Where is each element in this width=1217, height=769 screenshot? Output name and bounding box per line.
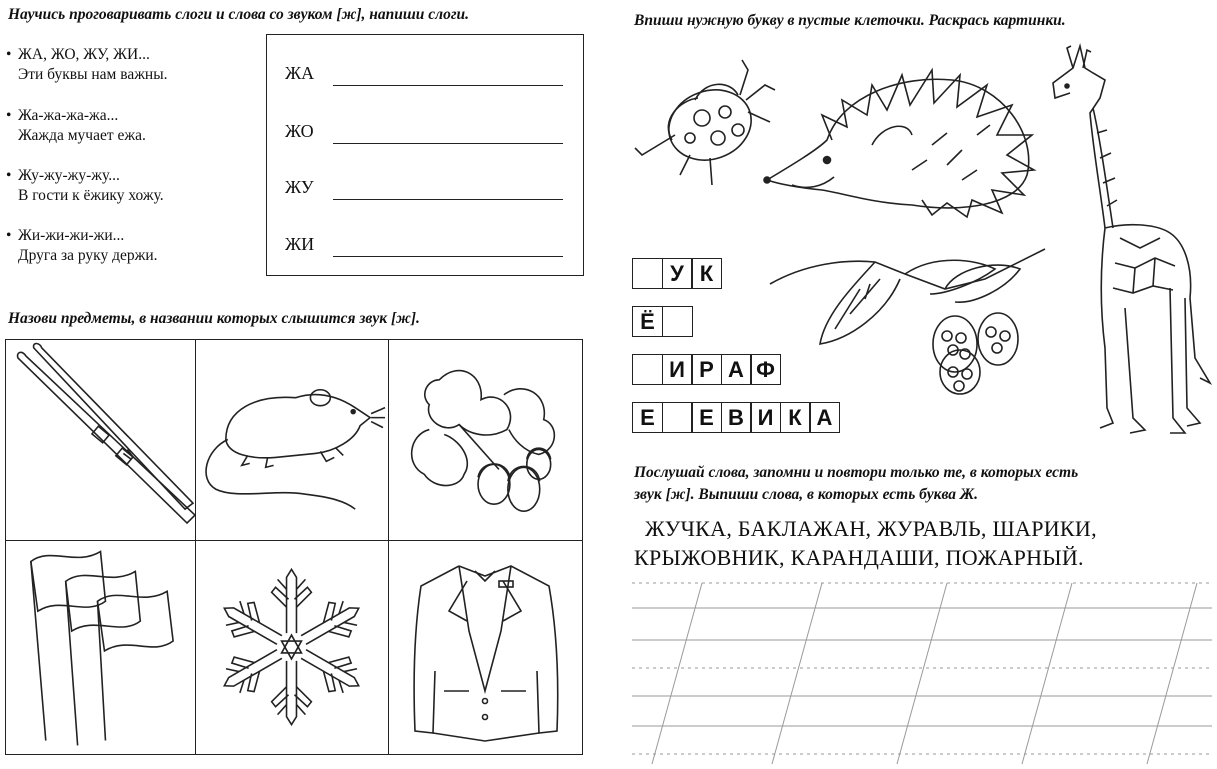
letter-box: И: [750, 402, 781, 433]
bullet: •: [6, 227, 12, 244]
task4-heading-line2: звук [ж]. Выпиши слова, в которых есть буква Ж.: [634, 486, 978, 503]
verse-1: [6, 45, 168, 85]
writing-area[interactable]: [632, 578, 1212, 764]
writing-line[interactable]: [333, 143, 563, 144]
letter-box: Р: [691, 354, 722, 385]
task2-heading: Назови предметы, в названии которых слышится звук [ж].: [8, 310, 420, 327]
verse-line: Жи-жи-жи-жи...: [18, 227, 125, 244]
task1-heading: Научись проговаривать слоги и слова со звуком [ж], напиши слоги.: [8, 6, 470, 23]
letter-box-empty[interactable]: [632, 258, 663, 289]
letter-box: В: [721, 402, 752, 433]
bullet: •: [6, 46, 12, 63]
giraffe-icon: [1045, 38, 1215, 443]
verse-line: Жу-жу-жу-жу...: [18, 167, 120, 184]
flags-icon: [6, 541, 195, 754]
syllable-label: ЖА: [285, 63, 315, 83]
letter-box: У: [662, 258, 693, 289]
syllable-label: ЖО: [285, 121, 314, 141]
syllable-label: ЖИ: [285, 234, 315, 254]
word-list-line1: ЖУЧКА, БАКЛАЖАН, ЖУРАВЛЬ, ШАРИКИ,: [645, 516, 1097, 541]
acorns-icon: [389, 340, 582, 540]
picture-cell: [196, 541, 389, 754]
picture-cell: [196, 340, 389, 541]
skis-icon: [6, 340, 195, 540]
word-row-2: [632, 306, 691, 337]
picture-cell: [6, 340, 196, 541]
snowflake-icon: [196, 541, 388, 754]
picture-cell: [389, 541, 582, 754]
writing-line[interactable]: [333, 199, 563, 200]
letter-box: А: [809, 402, 840, 433]
letter-box-empty[interactable]: [632, 354, 663, 385]
writing-line[interactable]: [333, 256, 563, 257]
verse-3: [6, 166, 164, 206]
verse-line: Жажда мучает ежа.: [18, 127, 146, 144]
word-list-line2: КРЫЖОВНИК, КАРАНДАШИ, ПОЖАРНЫЙ.: [634, 545, 1084, 570]
verse-2: [6, 106, 146, 146]
letter-box: К: [691, 258, 722, 289]
word-row-3: [632, 354, 780, 385]
ladybug-icon: [630, 40, 780, 190]
verse-line: Жа-жа-жа-жа...: [18, 107, 119, 124]
letter-box: К: [780, 402, 811, 433]
task3-heading: Впиши нужную букву в пустые клеточки. Раскрась картинки.: [634, 12, 1066, 29]
syllable-writing-box: [266, 34, 584, 276]
letter-box: И: [662, 354, 693, 385]
word-row-1: [632, 258, 721, 289]
verse-line: В гости к ёжику хожу.: [18, 187, 164, 204]
bullet: •: [6, 107, 12, 124]
letter-box: Е: [632, 402, 663, 433]
task4-heading-line1: Послушай слова, запомни и повтори только те, в которых есть: [634, 464, 1079, 481]
letter-box: Е: [691, 402, 722, 433]
picture-cell: [6, 541, 196, 754]
mouse-icon: [196, 340, 388, 540]
verse-4: [6, 226, 158, 266]
jacket-icon: [389, 541, 582, 754]
bullet: •: [6, 167, 12, 184]
letter-box-empty[interactable]: [662, 306, 693, 337]
letter-box: Ё: [632, 306, 663, 337]
picture-grid: [5, 339, 583, 755]
verse-line: ЖА, ЖО, ЖУ, ЖИ...: [18, 46, 150, 63]
writing-line[interactable]: [333, 85, 563, 86]
letter-box: А: [721, 354, 752, 385]
hedgehog-icon: [762, 55, 1042, 220]
letter-box-empty[interactable]: [662, 402, 693, 433]
syllable-label: ЖУ: [285, 177, 314, 197]
verse-line: Друга за руку держи.: [18, 247, 158, 264]
picture-cell: [389, 340, 582, 541]
word-row-4: [632, 402, 839, 433]
letter-box: Ф: [750, 354, 781, 385]
raspberry-icon: [765, 244, 1055, 399]
verse-line: Эти буквы нам важны.: [18, 66, 168, 83]
